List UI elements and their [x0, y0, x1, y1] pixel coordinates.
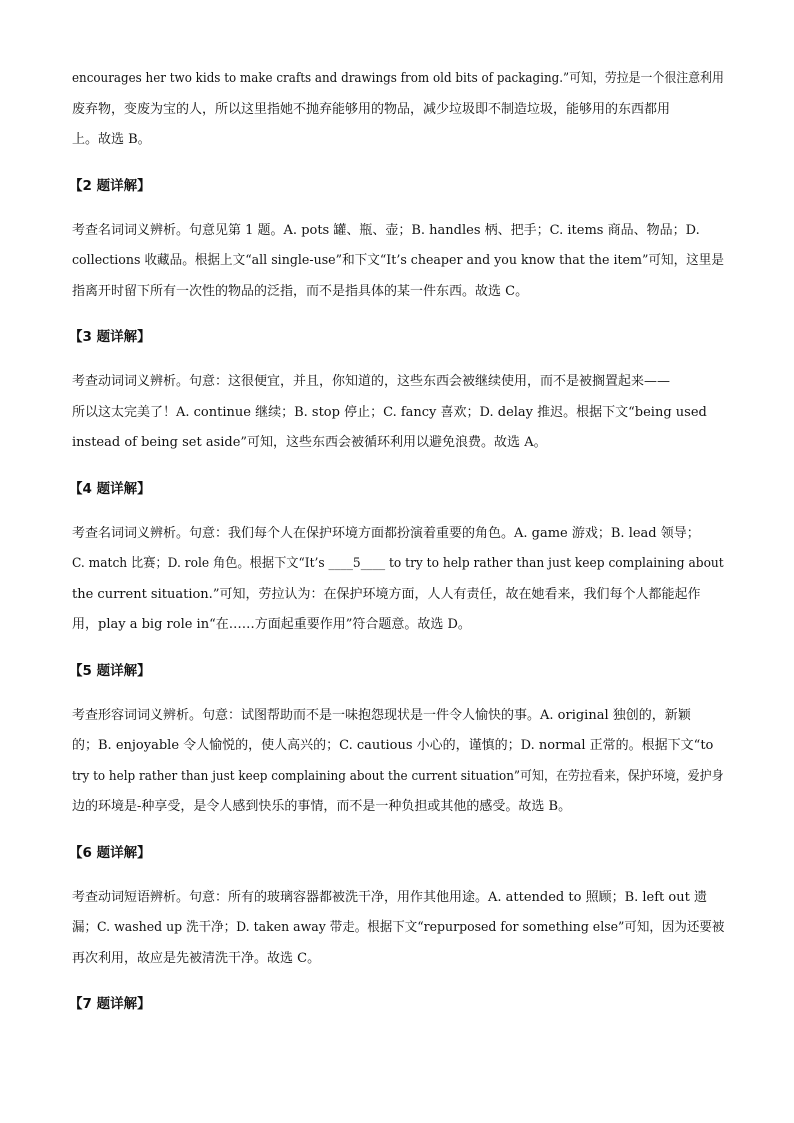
text-line: 上。故选 B。: [72, 132, 151, 147]
text-line: 考查形容词词义辨析。句意：试图帮助而不是一味抱怨现状是一件令人愉快的事。A. original 独创的，新颖: [72, 707, 691, 723]
paragraph-q6: [72, 883, 724, 975]
text-line: 考查动词词义辨析。句意：这很便宜，并且，你知道的，这些东西会被继续使用，而不是被搁置起来——: [72, 374, 671, 389]
heading-q5: 【5 题详解】: [69, 662, 151, 679]
text-line: 考查名词词义辨析。句意：我们每个人在保护环境方面都扮演着重要的角色。A. game 游戏；B. lead 领导；: [72, 525, 700, 541]
text-line: 漏；C. washed up 洗干净；D. taken away 带走。根据下文“repurposed for something else”可知，因为还要被: [72, 920, 725, 935]
document-page: [69, 64, 725, 1034]
text-line: 考查动词短语辨析。句意：所有的玻璃容器都被洗干净，用作其他用途。A. attended to 照顾；B. left out 遗: [72, 889, 707, 905]
text-line: 边的环境是-种享受，是令人感到快乐的事情，而不是一种负担或其他的感受。故选 B。: [72, 799, 572, 814]
text-line: encourages her two kids to make crafts and drawings from old bits of packaging.”可知，劳拉是一个很注意利用: [72, 71, 724, 86]
text-line: 再次利用，故应是先被清洗干净。故选 C。: [72, 950, 321, 966]
paragraph-q1-tail: [72, 64, 724, 156]
text-line: instead of being set aside”可知，这些东西会被循环利用以避免浪费。故选 A。: [72, 435, 547, 450]
paragraph-q2: [72, 216, 724, 308]
text-line: 的；B. enjoyable 令人愉悦的，使人高兴的；C. cautious 小心的，谨慎的；D. normal 正常的。根据下文“to: [72, 738, 714, 753]
text-line: C. match 比赛；D. role 角色。根据下文“It’s ____5____ to try to help rather than just keep complaining about: [72, 556, 724, 571]
text-line: 考查名词词义辨析。句意见第 1 题。A. pots 罐、瓶、壶；B. handles 柄、把手；C. items 商品、物品；D.: [72, 222, 700, 238]
text-line: 所以这太完美了！A. continue 继续；B. stop 停止；C. fancy 喜欢；D. delay 推迟。根据下文“being used: [72, 404, 707, 420]
heading-q7: 【7 题详解】: [69, 996, 151, 1012]
text-line: try to help rather than just keep complaining about the current situation”可知，在劳拉看来，保护环境，爱护身: [72, 768, 724, 784]
text-line: 用，play a big role in“在……方面起重要作用”符合题意。故选 D。: [72, 617, 471, 632]
text-line: 指离开时留下所有一次性的物品的泛指，而不是指具体的某一件东西。故选 C。: [72, 283, 529, 299]
text-line: collections 收藏品。根据上文“all single-use”和下文“It’s cheaper and you know that the item”可知，这里是: [72, 253, 724, 268]
heading-q3: 【3 题详解】: [69, 329, 151, 345]
heading-q6: 【6 题详解】: [69, 844, 151, 861]
text-line: the current situation.”可知，劳拉认为：在保护环境方面，人人有责任，故在她看来，我们每个人都能起作: [72, 586, 701, 602]
text-line: 废弃物，变废为宝的人，所以这里指她不抛弃能够用的物品，减少垃圾即不制造垃圾，能够用的东西都用: [72, 101, 671, 117]
paragraph-q5: [72, 701, 724, 823]
heading-q2: 【2 题详解】: [69, 177, 151, 194]
paragraph-q4: [72, 519, 724, 641]
paragraph-q3: [72, 367, 724, 459]
heading-q4: 【4 题详解】: [69, 480, 151, 497]
